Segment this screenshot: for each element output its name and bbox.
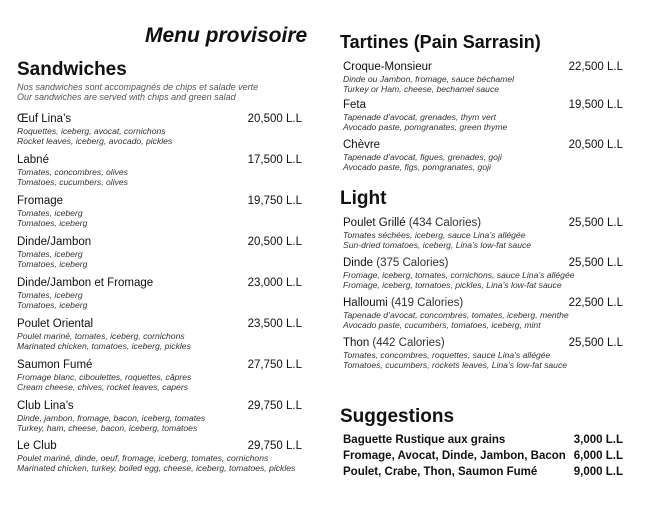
menu-item-labne [17,153,302,187]
menu-item-chevre [343,138,623,172]
item-name-wrap [343,296,463,310]
item-name: Club Lina’s [17,400,74,412]
item-desc-en: Cream cheese, chives, rocket leaves, capers [17,382,188,393]
item-price: 27,750 L.L [247,359,302,371]
item-name-wrap [343,256,449,270]
item-desc-fr: Poulet mariné, dinde, oeuf, fromage, iceberg, tomates, cornichons [17,453,269,463]
item-price: 17,500 L.L [247,154,302,166]
item-price: 23,000 L.L [247,277,302,289]
item-price: 19,500 L.L [568,99,623,111]
item-price: 29,750 L.L [247,440,302,452]
sandwiches-note-en: Our sandwiches are served with chips and green salad [17,92,236,102]
item-name-wrap [343,336,445,350]
suggestion-price: 6,000 L.L [573,450,623,462]
item-desc-fr: Tomates, iceberg [17,290,83,300]
item-desc-fr: Fromage, iceberg, tomates, cornichons, sauce Lina’s allégée [343,270,575,280]
suggestions-title: Suggestions [340,406,455,427]
item-name-wrap [343,216,481,230]
item-desc-en: Fromage, iceberg, tomatoes, pickles, Lina’s low-fat sauce [343,280,562,291]
page-title: Menu provisoire [145,24,308,47]
menu-item-saumon-fume [17,358,302,392]
menu-item-dinde-jambon [17,235,302,269]
item-price: 20,500 L.L [568,139,623,151]
item-desc-en: Sun-dried tomatoes, iceberg, Lina’s low-fat sauce [343,240,532,251]
item-name: Labné [17,154,49,166]
item-desc-fr: Fromage blanc, ciboulettes, roquettes, câpres [17,372,192,382]
item-desc-en: Avocado paste, cucumbers, tomatoes, iceberg, mint [343,320,541,331]
item-name: Saumon Fumé [17,359,93,371]
item-name: Croque-Monsieur [343,61,432,73]
item-name: Œuf Lina’s [17,113,72,125]
menu-item-thon [343,336,623,370]
suggestion-name: Poulet, Crabe, Thon, Saumon Fumé [343,466,538,478]
item-desc-fr: Tomates, concombres, roquettes, sauce Lina’s allégée [343,350,551,360]
item-name: Feta [343,99,367,111]
menu-item-croque-monsieur [343,60,623,94]
item-desc-fr: Tomates, iceberg [17,249,83,259]
item-desc-en: Avocado paste, figs, pomgranates, goji [343,162,491,173]
item-price: 19,750 L.L [247,195,302,207]
item-price: 20,500 L.L [247,236,302,248]
menu-item-fromage [17,194,302,228]
item-desc-en: Tomatoes, iceberg [17,218,88,229]
sandwiches-title: Sandwiches [17,59,127,80]
item-name: Chèvre [343,139,381,151]
item-desc-en: Avocado paste, pomgranates, green thyme [343,122,508,133]
item-desc-fr: Tomates séchées, iceberg, sauce Lina’s allégée [343,230,526,240]
item-calories: (442 Calories) [372,337,445,349]
menu-item-poulet-grille [343,216,623,250]
item-desc-en: Marinated chicken, tomatoes, iceberg, pickles [17,341,191,352]
item-desc-en: Tomatoes, iceberg [17,259,88,270]
item-desc-fr: Tomates, concombres, olives [17,167,128,177]
item-desc-en: Turkey, ham, cheese, bacon, iceberg, tomatoes [17,423,198,434]
item-price: 25,500 L.L [568,257,623,269]
menu-item-dinde-light [343,256,623,290]
menu-item-halloumi [343,296,623,330]
suggestion-price: 9,000 L.L [573,466,623,478]
sandwiches-note-fr: Nos sandwiches sont accompagnés de chips et salade verte [17,82,259,92]
item-desc-en: Tomatoes, iceberg [17,300,88,311]
item-desc-fr: Roquettes, iceberg, avocat, cornichons [17,126,166,136]
item-name: Poulet Oriental [17,318,94,330]
item-desc-fr: Tomates, iceberg [17,208,83,218]
item-name: Le Club [17,440,57,452]
suggestion-item [343,449,623,464]
item-name: Dinde [343,257,374,269]
item-desc-fr: Poulet mariné, tomates, iceberg, cornichons [17,331,185,341]
item-calories: (419 Calories) [390,297,464,309]
suggestion-item [343,433,623,448]
item-desc-fr: Dinde, jambon, fromage, bacon, iceberg, tomates [17,413,206,423]
item-desc-en: Marinated chicken, turkey, boiled egg, cheese, iceberg, tomatoes, pickles [17,463,296,474]
item-name: Thon [343,337,370,349]
menu-item-poulet-oriental [17,317,302,351]
item-price: 25,500 L.L [568,217,623,229]
menu-item-club-linas [17,399,302,433]
item-name: Halloumi [343,297,388,309]
item-desc-fr: Tapenade d’avocat, figues, grenades, goji [343,152,502,162]
item-calories: (434 Calories) [408,217,482,229]
item-price: 22,500 L.L [568,297,623,309]
menu-item-oeuf-linas [17,112,302,146]
light-title: Light [340,188,387,209]
item-desc-fr: Dinde ou Jambon, fromage, sauce béchamel [343,74,515,84]
suggestion-price: 3,000 L.L [573,434,623,446]
suggestion-name: Baguette Rustique aux grains [343,434,506,446]
item-desc-en: Turkey or Ham, cheese, bechamel sauce [343,84,500,95]
item-price: 23,500 L.L [247,318,302,330]
item-price: 20,500 L.L [247,113,302,125]
sandwiches-note [17,82,258,102]
item-calories: (375 Calories) [376,257,449,269]
suggestion-name: Fromage, Avocat, Dinde, Jambon, Bacon [343,450,566,462]
suggestion-item [343,465,623,480]
menu-item-le-club [17,439,302,473]
item-name: Fromage [17,195,64,207]
tartines-title: Tartines (Pain Sarrasin) [340,32,541,52]
menu-item-feta [343,98,623,132]
item-desc-en: Tomatoes, cucumbers, olives [17,177,128,188]
item-name: Dinde/Jambon [17,236,92,248]
item-price: 29,750 L.L [247,400,302,412]
item-desc-en: Rocket leaves, iceberg, avocado, pickles [17,136,173,147]
item-price: 22,500 L.L [568,61,623,73]
item-price: 25,500 L.L [568,337,623,349]
item-name: Dinde/Jambon et Fromage [17,277,154,289]
item-desc-fr: Tapenade d’avocat, concombres, tomates, iceberg, menthe [343,310,569,320]
item-desc-en: Tomatoes, cucumbers, rockets leaves, Lina’s low-fat sauce [343,360,568,371]
item-name: Poulet Grillé [343,217,406,229]
menu-item-dinde-jambon-fromage [17,276,302,310]
item-desc-fr: Tapenade d’avocat, grenades, thym vert [343,112,497,122]
